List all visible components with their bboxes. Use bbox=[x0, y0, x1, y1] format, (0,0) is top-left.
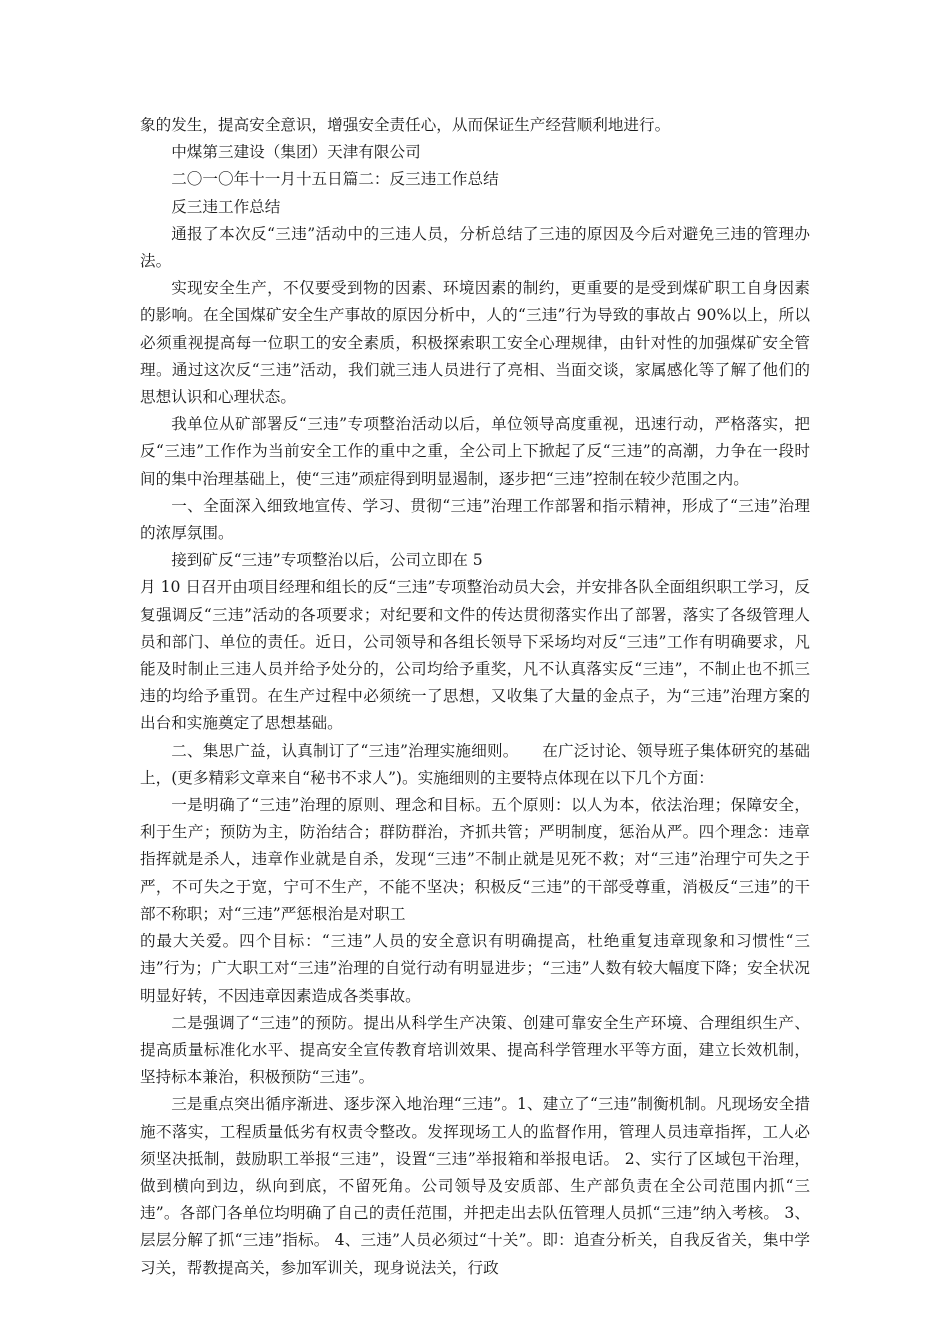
paragraph: 一是明确了“三违”治理的原则、理念和目标。五个原则：以人为本，依法治理；保障安全，利于生产；预防为主，防治结合；群防群治，齐抓共管；严明制度，惩治从严。四个理念：违章指挥就是杀人，违章作业就是自杀，发现“三违”不制止就是见死不救；对“三违”治理宁可失之于严，不可失之于宽，宁可不生产，不能不坚决；积极反“三违”的干部受尊重，消极反“三违”的干部不称职；对“三违”严惩根治是对职工 bbox=[140, 796, 810, 923]
paragraph: 二是强调了“三违”的预防。提出从科学生产决策、创建可靠安全生产环境、合理组织生产、提高质量标准化水平、提高安全宣传教育培训效果、提高科学管理水平等方面，建立长效机制，坚持标本兼治，积极预防“三违”。 bbox=[140, 1013, 810, 1087]
paragraph: 接到矿反“三违”专项整治以后，公司立即在 5 bbox=[171, 551, 483, 570]
document-body bbox=[140, 112, 810, 1282]
paragraph: 通报了本次反“三违”活动中的三违人员，分析总结了三违的原因及今后对避免三违的管理办法。 bbox=[140, 224, 810, 271]
section-heading-1: 一、全面深入细致地宣传、学习、贯彻“三违”治理工作部署和指示精神，形成了“三违”治理的浓厚氛围。 bbox=[140, 496, 810, 543]
section-title: 反三违工作总结 bbox=[171, 197, 281, 216]
paragraph: 月 10 日召开由项目经理和组长的反“三违”专项整治动员大会，并安排各队全面组织职工学习，反复强调反“三违”活动的各项要求；对纪要和文件的传达贯彻落实作出了部署，落实了各级管理人员和部门、单位的责任。近日，公司领导和各组长领导下采场均对反“三违”工作有明确要求，凡能及时制止三违人员并给予处分的，公司均给予重奖，凡不认真落实反“三违”，不制止也不抓三违的均给予重罚。在生产过程中必须统一了思想，又收集了大量的金点子，为“三违”治理方案的出台和实施奠定了思想基础。 bbox=[140, 578, 810, 733]
paragraph: 我单位从矿部署反“三违”专项整治活动以后，单位领导高度重视，迅速行动，严格落实，把反“三违”工作作为当前安全工作的重中之重，全公司上下掀起了反“三违”的高潮，力争在一段时间的集中治理基础上，使“三违”顽症得到明显遏制，逐步把“三违”控制在较少范围之内。 bbox=[140, 415, 810, 488]
paragraph: 实现安全生产，不仅要受到物的因素、环境因素的制约，更重要的是受到煤矿职工自身因素的影响。在全国煤矿安全生产事故的原因分析中，人的“三违”行为导致的事故占 90%以上，所以必须重视提高每一位职工的安全素质，积极探索职工安全心理规律，由针对性的加强煤矿安全管理。通过这次反“三违”活动，我们就三违人员进行了亮相、当面交谈，家属感化等了解了他们的思想认识和心理状态。 bbox=[140, 279, 810, 407]
paragraph: 的最大关爱。四个目标：“三违”人员的安全意识有明确提高，杜绝重复违章现象和习惯性“三违”行为；广大职工对“三违”治理的自觉行动有明显进步；“三违”人数有较大幅度下降；安全状况明显好转，不因违章因素造成各类事故。 bbox=[140, 932, 810, 1005]
date-and-section-heading: 二〇一〇年十一月十五日篇二：反三违工作总结 bbox=[171, 170, 499, 189]
company-signature: 中煤第三建设（集团）天津有限公司 bbox=[171, 143, 421, 162]
paragraph: 象的发生，提高安全意识，增强安全责任心，从而保证生产经营顺利地进行。 bbox=[140, 116, 671, 134]
section-heading-2: 二、集思广益，认真制订了“三违”治理实施细则。 在广泛讨论、领导班子集体研究的基础上，(更多精彩文章来自“秘书不求人”)。实施细则的主要特点体现在以下几个方面： bbox=[140, 741, 810, 787]
paragraph: 三是重点突出循序渐进、逐步深入地治理“三违”。1、建立了“三违”制衡机制。凡现场安全措施不落实，工程质量低劣有权责令整改。发挥现场工人的监督作用，管理人员违章指挥，工人必须坚决抵制，鼓励职工举报“三违”，设置“三违”举报箱和举报电话。 2、实行了区域包干治理，做到横向到边，纵向到底，不留死角。公司领导及安质部、生产部负责在全公司范围内抓“三违”。各部门各单位均明确了自己的责任范围，并把走出去队伍管理人员抓“三违”纳入考核。 3、层层分解了抓“三违”指标。 4、三违”人员必须过“十关”。即：追查分析关，自我反省关，集中学习关，帮教提高关，参加军训关，现身说法关，行政 bbox=[140, 1095, 810, 1277]
